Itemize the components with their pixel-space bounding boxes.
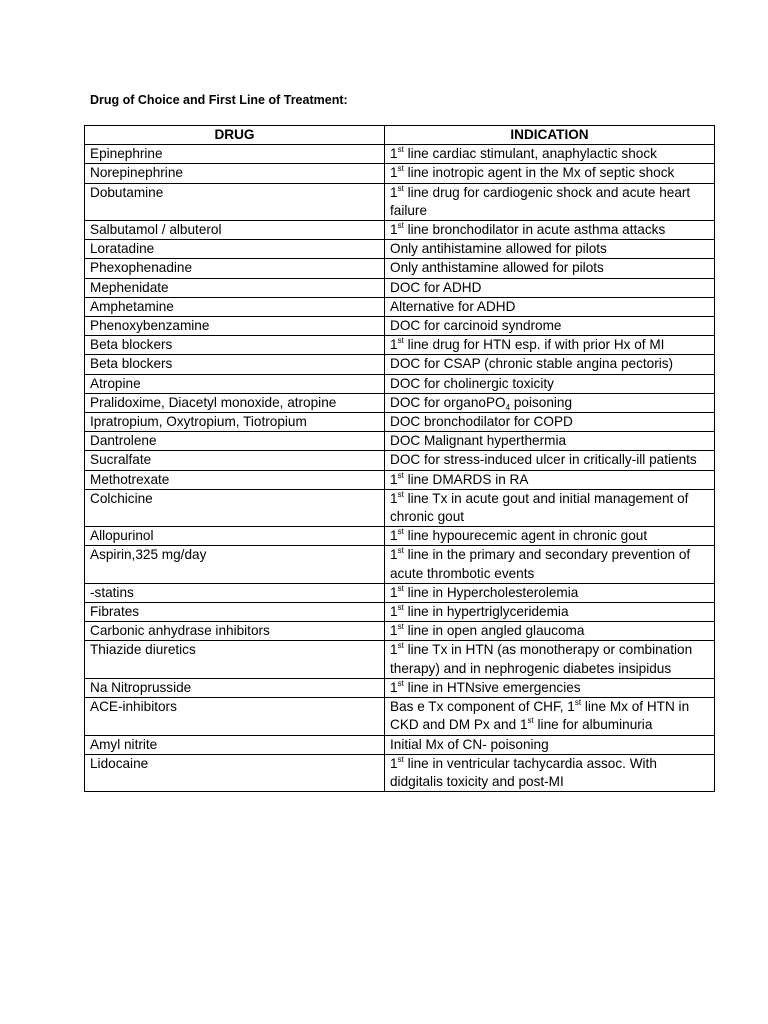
- document-title: Drug of Choice and First Line of Treatment:: [90, 93, 348, 107]
- table-row: [85, 698, 715, 735]
- drug-cell: Colchicine: [85, 489, 385, 526]
- indication-cell: DOC for stress-induced ulcer in critically-ill patients: [385, 451, 715, 470]
- drug-cell: Phenoxybenzamine: [85, 317, 385, 336]
- indication-cell: 1st line Tx in acute gout and initial management of chronic gout: [385, 489, 715, 526]
- table-row: [85, 603, 715, 622]
- drug-cell: Beta blockers: [85, 336, 385, 355]
- table-row: [85, 432, 715, 451]
- indication-cell: 1st line in open angled glaucoma: [385, 622, 715, 641]
- indication-cell: 1st line cardiac stimulant, anaphylactic shock: [385, 145, 715, 164]
- indication-cell: Initial Mx of CN- poisoning: [385, 735, 715, 754]
- indication-cell: DOC bronchodilator for COPD: [385, 413, 715, 432]
- indication-cell: 1st line drug for cardiogenic shock and acute heart failure: [385, 183, 715, 220]
- drug-cell: Methotrexate: [85, 470, 385, 489]
- table-row: [85, 622, 715, 641]
- drug-cell: Aspirin,325 mg/day: [85, 546, 385, 583]
- drug-cell: Thiazide diuretics: [85, 641, 385, 678]
- drug-column-header: DRUG: [85, 126, 385, 145]
- indication-cell: 1st line inotropic agent in the Mx of septic shock: [385, 164, 715, 183]
- table-row: [85, 678, 715, 697]
- indication-cell: 1st line drug for HTN esp. if with prior Hx of MI: [385, 336, 715, 355]
- indication-cell: 1st line bronchodilator in acute asthma attacks: [385, 221, 715, 240]
- indication-cell: DOC for organoPO$_4$ poisoning: [385, 393, 715, 412]
- drug-cell: Dantrolene: [85, 432, 385, 451]
- table-row: [85, 583, 715, 602]
- indication-cell: 1st line Tx in HTN (as monotherapy or combination therapy) and in nephrogenic diabetes insipidus: [385, 641, 715, 678]
- drug-cell: Amphetamine: [85, 297, 385, 316]
- table-row: [85, 240, 715, 259]
- table-body: [85, 145, 715, 792]
- table-row: [85, 355, 715, 374]
- table-row: [85, 527, 715, 546]
- table-row: [85, 735, 715, 754]
- drug-cell: Amyl nitrite: [85, 735, 385, 754]
- indication-cell: Only antihistamine allowed for pilots: [385, 240, 715, 259]
- table-row: [85, 374, 715, 393]
- indication-cell: DOC for CSAP (chronic stable angina pectoris): [385, 355, 715, 374]
- table-row: [85, 221, 715, 240]
- drug-cell: Carbonic anhydrase inhibitors: [85, 622, 385, 641]
- indication-cell: 1st line DMARDS in RA: [385, 470, 715, 489]
- indication-cell: Alternative for ADHD: [385, 297, 715, 316]
- drug-cell: Loratadine: [85, 240, 385, 259]
- indication-cell: DOC Malignant hyperthermia: [385, 432, 715, 451]
- drug-cell: Norepinephrine: [85, 164, 385, 183]
- drug-cell: Beta blockers: [85, 355, 385, 374]
- table-header-row: [85, 126, 715, 145]
- table-row: [85, 259, 715, 278]
- drug-cell: Pralidoxime, Diacetyl monoxide, atropine: [85, 393, 385, 412]
- table-row: [85, 546, 715, 583]
- table-row: [85, 164, 715, 183]
- indication-cell: DOC for carcinoid syndrome: [385, 317, 715, 336]
- drug-cell: -statins: [85, 583, 385, 602]
- table-row: [85, 145, 715, 164]
- drug-cell: Sucralfate: [85, 451, 385, 470]
- drug-cell: Phexophenadine: [85, 259, 385, 278]
- indication-cell: 1st line in ventricular tachycardia assoc. With didgitalis toxicity and post-MI: [385, 754, 715, 791]
- table-row: [85, 641, 715, 678]
- indication-cell: 1st line hypourecemic agent in chronic gout: [385, 527, 715, 546]
- table-row: [85, 183, 715, 220]
- table-row: [85, 278, 715, 297]
- indication-cell: DOC for ADHD: [385, 278, 715, 297]
- indication-cell: DOC for cholinergic toxicity: [385, 374, 715, 393]
- table-row: [85, 336, 715, 355]
- table-row: [85, 393, 715, 412]
- drug-cell: Na Nitroprusside: [85, 678, 385, 697]
- drug-indication-table: [84, 125, 715, 792]
- table-row: [85, 754, 715, 791]
- drug-cell: Salbutamol / albuterol: [85, 221, 385, 240]
- drug-cell: ACE-inhibitors: [85, 698, 385, 735]
- table-row: [85, 451, 715, 470]
- drug-cell: Ipratropium, Oxytropium, Tiotropium: [85, 413, 385, 432]
- indication-cell: Only anthistamine allowed for pilots: [385, 259, 715, 278]
- drug-cell: Atropine: [85, 374, 385, 393]
- table-row: [85, 489, 715, 526]
- drug-cell: Fibrates: [85, 603, 385, 622]
- drug-cell: Mephenidate: [85, 278, 385, 297]
- table-row: [85, 413, 715, 432]
- indication-cell: Bas e Tx component of CHF, 1st line Mx of HTN in CKD and DM Px and 1st line for albuminuria: [385, 698, 715, 735]
- indication-cell: 1st line in Hypercholesterolemia: [385, 583, 715, 602]
- indication-cell: 1st line in HTNsive emergencies: [385, 678, 715, 697]
- drug-cell: Allopurinol: [85, 527, 385, 546]
- drug-cell: Lidocaine: [85, 754, 385, 791]
- table-row: [85, 317, 715, 336]
- indication-column-header: INDICATION: [385, 126, 715, 145]
- indication-cell: 1st line in hypertriglyceridemia: [385, 603, 715, 622]
- table-row: [85, 297, 715, 316]
- table-row: [85, 470, 715, 489]
- drug-cell: Epinephrine: [85, 145, 385, 164]
- drug-cell: Dobutamine: [85, 183, 385, 220]
- indication-cell: 1st line in the primary and secondary prevention of acute thrombotic events: [385, 546, 715, 583]
